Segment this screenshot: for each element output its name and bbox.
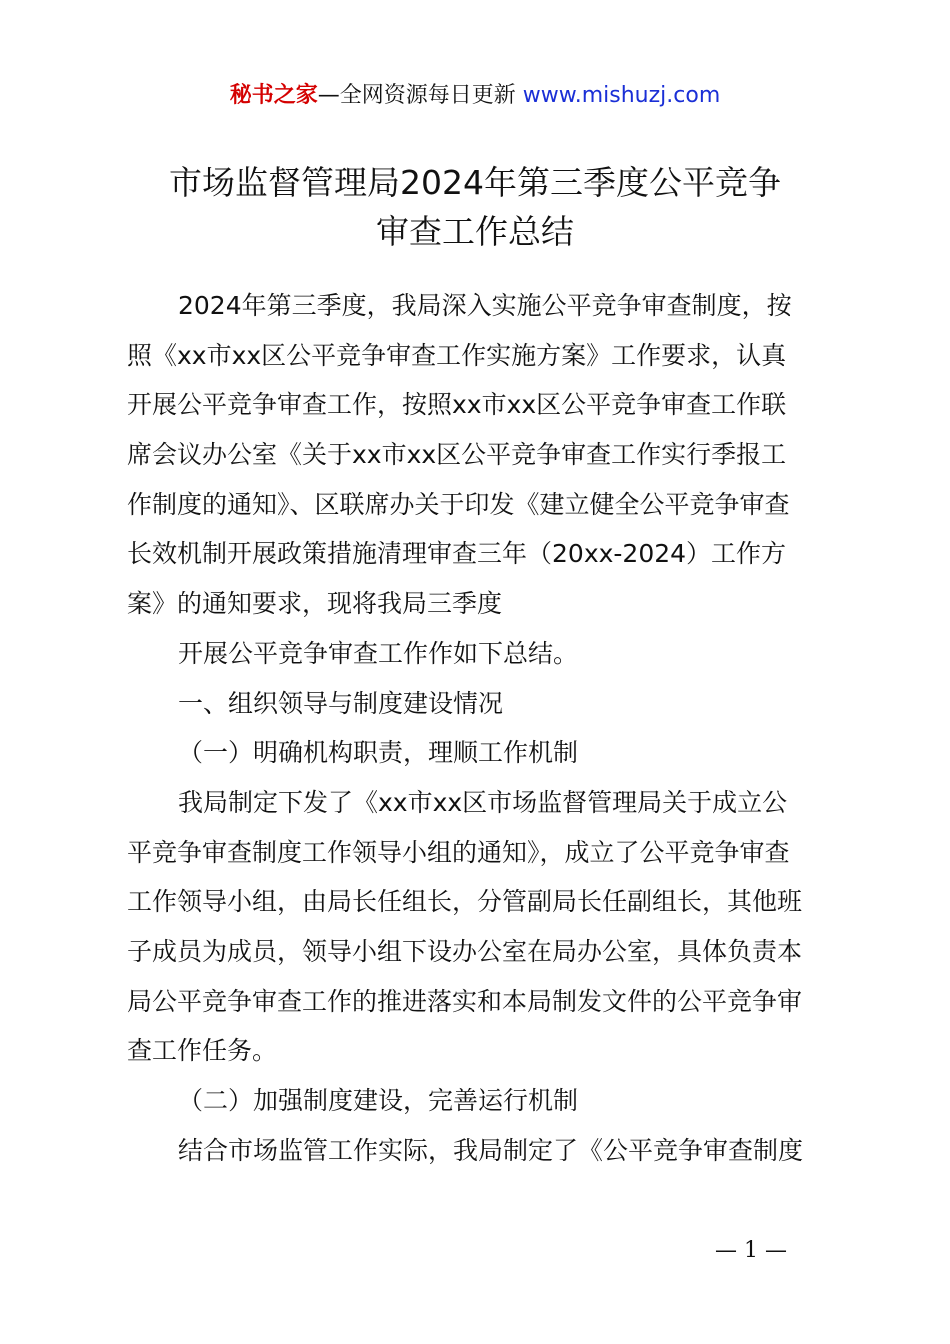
body-line: 工作领导小组，由局长任组长，分管副局长任副组长，其他班 bbox=[127, 887, 803, 917]
section-heading: 一、组织领导与制度建设情况 bbox=[178, 688, 504, 718]
body-line: 照《xx市xx区公平竞争审查工作实施方案》工作要求，认真 bbox=[127, 340, 787, 370]
body-line: 案》的通知要求，现将我局三季度 bbox=[127, 589, 503, 619]
body-line: 结合市场监管工作实际，我局制定了《公平竞争审查制度 bbox=[178, 1135, 804, 1165]
document-title-line-1: 市场监督管理局2024年第三季度公平竞争 bbox=[169, 163, 781, 202]
body-line: 局公平竞争审查工作的推进落实和本局制发文件的公平竞争审 bbox=[127, 986, 803, 1016]
body-line: 开展公平竞争审查工作，按照xx市xx区公平竞争审查工作联 bbox=[127, 390, 787, 420]
body-line: 平竞争审查制度工作领导小组的通知》，成立了公平竞争审查 bbox=[127, 837, 790, 867]
body-line: 查工作任务。 bbox=[127, 1036, 278, 1066]
body-line: 2024年第三季度，我局深入实施公平竞争审查制度，按 bbox=[178, 291, 792, 320]
document-body bbox=[127, 281, 833, 1175]
site-url-link[interactable]: www.mishuzj.com bbox=[522, 83, 721, 108]
page-number: — 1 — bbox=[715, 1238, 787, 1263]
body-line: 开展公平竞争审查工作作如下总结。 bbox=[178, 638, 579, 668]
site-header bbox=[0, 80, 950, 112]
document-title-line-2: 审查工作总结 bbox=[376, 212, 574, 251]
site-brand: 秘书之家 bbox=[229, 83, 318, 108]
body-line: 我局制定下发了《xx市xx区市场监督管理局关于成立公 bbox=[178, 787, 788, 817]
subsection-heading: （一）明确机构职责，理顺工作机制 bbox=[178, 738, 579, 768]
site-tagline: —全网资源每日更新 bbox=[317, 83, 516, 108]
subsection-heading: （二）加强制度建设，完善运行机制 bbox=[178, 1086, 579, 1115]
document-title bbox=[0, 158, 950, 256]
body-line: 长效机制开展政策措施清理审查三年（20xx-2024）工作方 bbox=[127, 539, 787, 569]
body-line: 子成员为成员，领导小组下设办公室在局办公室，具体负责本 bbox=[127, 936, 803, 966]
body-line: 作制度的通知》、区联席办关于印发《建立健全公平竞争审查 bbox=[127, 489, 790, 519]
body-line: 席会议办公室《关于xx市xx区公平竞争审查工作实行季报工 bbox=[127, 440, 787, 470]
